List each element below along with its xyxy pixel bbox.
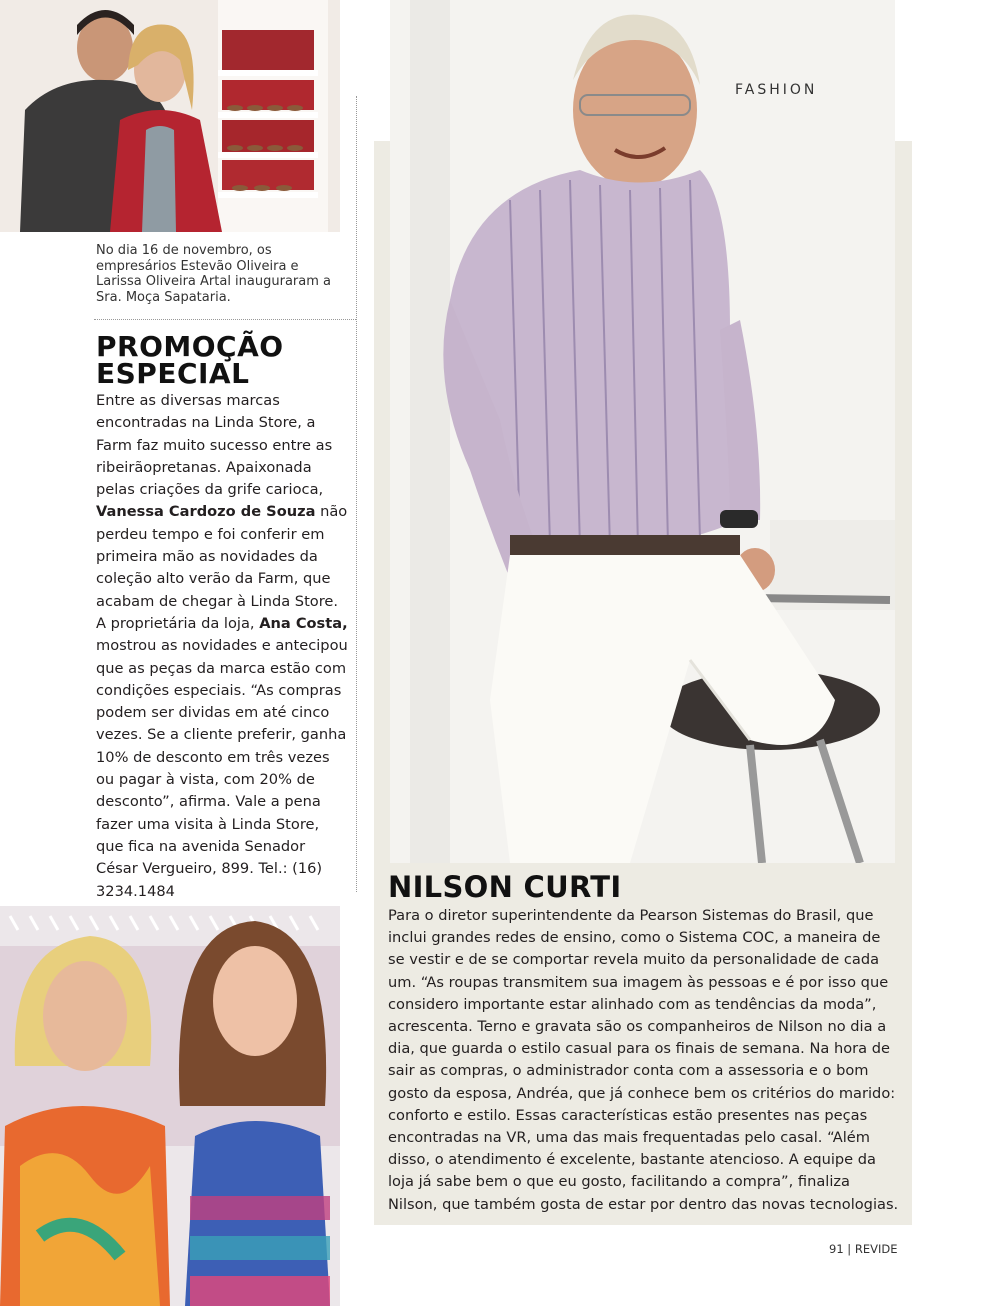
couple-store-illustration [0,0,340,232]
women-store-photo [0,906,340,1306]
women-store-illustration [0,906,340,1306]
nilson-curti-illustration [390,0,895,863]
promo-highlight-name-2: Ana Costa, [259,614,348,632]
promo-paragraph-part-2: não perdeu tempo e foi conferir em primeira mão as novidades da coleção alto verão da Farm, que acabam de chegar à Linda Store. A proprietária da loja, [96,503,348,632]
couple-photo-caption: No dia 16 de novembro, os empresários Estevão Oliveira e Larissa Oliveira Artal inauguraram a Sra. Moça Sapataria. [96,243,331,305]
nilson-heading: NILSON CURTI [388,870,622,904]
caption-divider [94,319,356,320]
magazine-name: REVIDE [854,1242,898,1256]
footer-separator: | [847,1242,852,1256]
promo-paragraph-part-1: Entre as diversas marcas encontradas na Linda Store, a Farm faz muito sucesso entre as ribeirãopretanas. Apaixonada pelas criações da grife carioca, [96,392,333,499]
couple-store-photo [0,0,340,232]
page-number: 91 [829,1242,844,1256]
promo-highlight-name-1: Vanessa Cardozo de Souza [96,503,316,521]
promo-heading: PROMOÇÃO ESPECIAL [96,330,284,390]
nilson-curti-photo [390,0,895,863]
promo-article-text [96,390,348,903]
page-footer [829,1242,897,1256]
promo-paragraph-part-3: mostrou as novidades e antecipou que as peças da marca estão com condições especiais. “As compras podem ser dividas em até cinco vezes. Se a cliente preferir, ganha 10% de desconto em três vezes ou pagar à vista, com 20% de desconto”, afirma. Vale a pena fazer uma visita à Linda Store, que fica na avenida Senador César Vergueiro, 899. Tel.: (16) 3234.1484 [96,637,348,900]
section-label: FASHION [735,82,818,98]
column-divider [356,96,357,892]
nilson-article-text: Para o diretor superintendente da Pearson Sistemas do Brasil, que inclui grandes redes de ensino, como o Sistema COC, a maneira de se vestir e de se comportar revela muito da personalidade de cada um. “As roupas transmitem sua imagem às pessoas e é por isso que considero importante estar alinhado com as tendências da moda”, acrescenta. Terno e gravata são os companheiros de Nilson no dia a dia, que guarda o estilo casual para os finais de semana. Na hora de sair as compras, o administrador conta com a assessoria e o bom gosto da esposa, Andréa, que já conhece bem os critérios do marido: conforto e estilo. Essas características estão presentes nas peças encontradas na VR, uma das mais frequentadas pelo casal. “Além disso, o atendimento é excelente, bastante atencioso. A equipe da loja já sabe bem o que eu gosto, facilitando a compra”, finaliza Nilson, que também gosta de estar por dentro das novas tecnologias. [388,907,899,1213]
